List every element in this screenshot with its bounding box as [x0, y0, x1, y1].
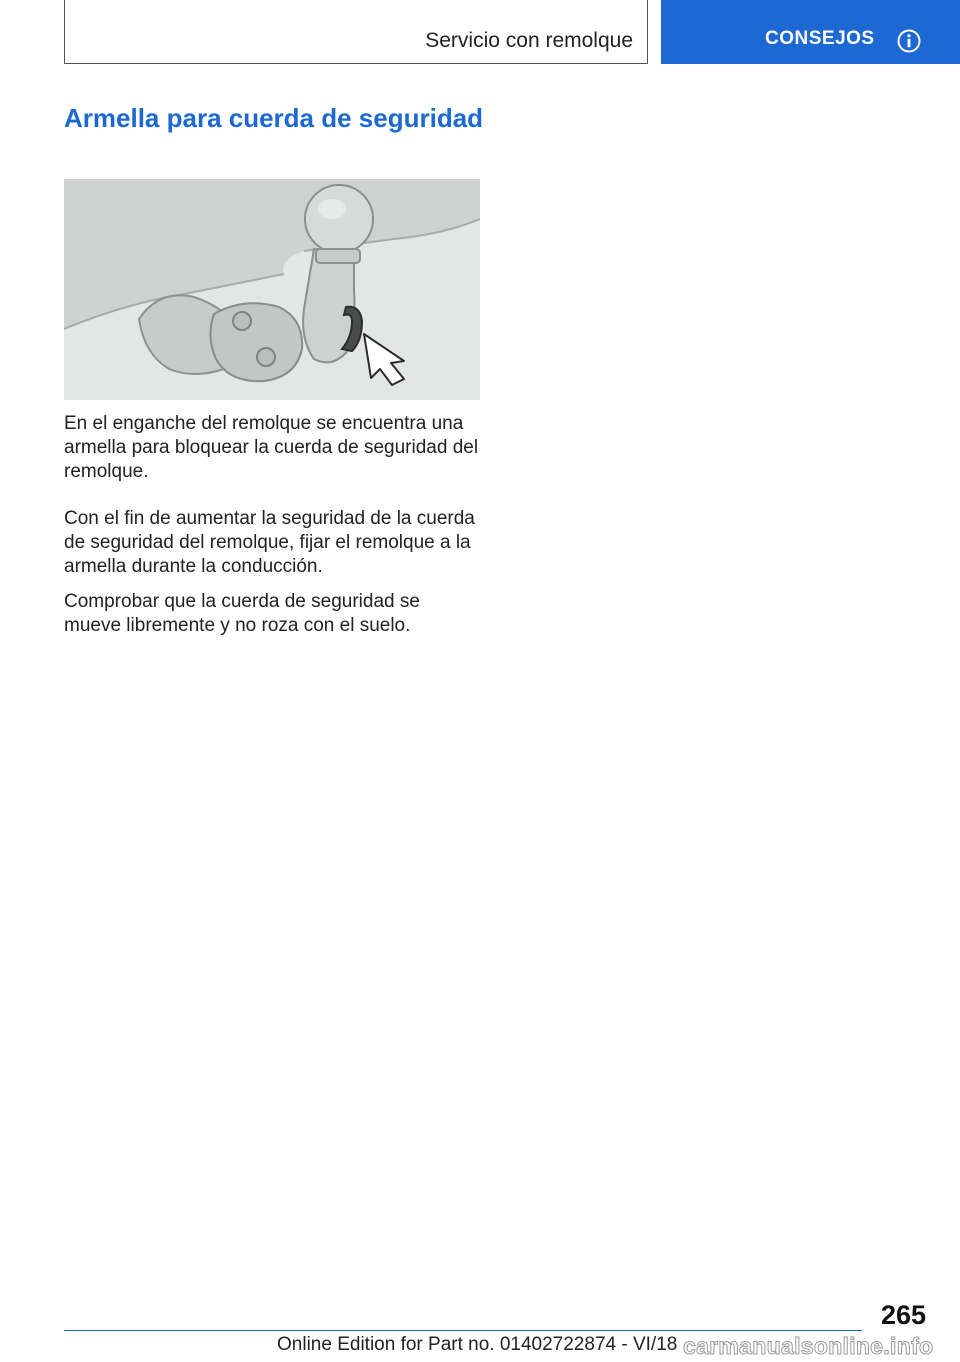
- paragraph-2: Con el fin de aumentar la seguridad de la cuerda de seguridad del remolque, fijar el remolque a la armella durante la conducción.: [64, 508, 475, 577]
- edition-text: Online Edition for Part no. 01402722874 - VI/18: [277, 1334, 678, 1355]
- section-title: Servicio con remolque: [425, 29, 633, 52]
- consejos-tab[interactable]: [661, 0, 960, 64]
- page-number: 265: [880, 1300, 926, 1330]
- paragraph-1: En el enganche del remolque se encuentra una armella para bloquear la cuerda de seguridad del remolque.: [64, 413, 479, 482]
- page-title: Armella para cuerda de seguridad: [64, 103, 484, 133]
- header-section-box: [64, 0, 648, 64]
- paragraph-3: Comprobar que la cuerda de seguridad se mueve libremente y no roza con el suelo.: [64, 591, 420, 636]
- watermark: carmanualsonline.info: [683, 1333, 934, 1359]
- info-icon: [897, 29, 921, 53]
- footer-divider: [64, 1330, 862, 1331]
- tab-label: CONSEJOS: [765, 28, 875, 49]
- trailer-hitch-illustration: [64, 179, 480, 400]
